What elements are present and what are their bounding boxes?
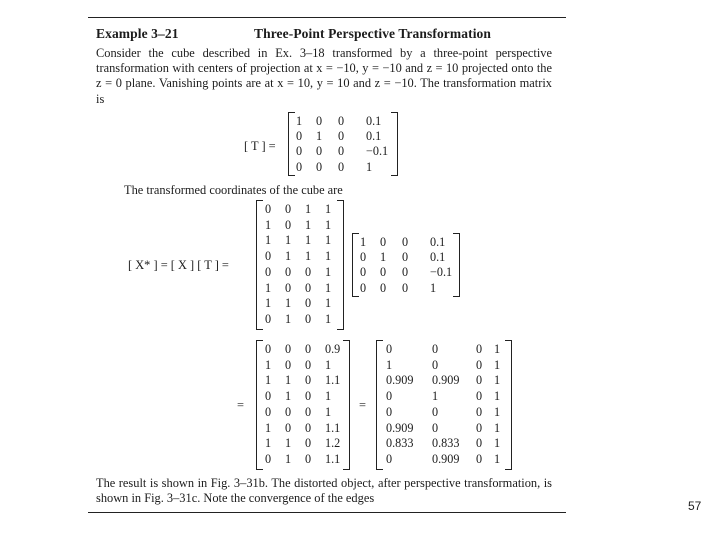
result-paragraph: The result is shown in Fig. 3–31b. The distorted object, after perspective transformation, is shown in Fig. 3–31c. Note the convergence of the edges — [96, 476, 552, 506]
matrix-cell: 0 — [305, 389, 312, 404]
matrix-row — [288, 160, 398, 175]
matrix-cell: 0.833 — [432, 436, 460, 451]
matrix-cell: 0 — [476, 451, 483, 466]
matrix-cell: 1 — [285, 373, 292, 388]
matrix-cell: 1 — [432, 389, 439, 404]
matrix-cell: 1 — [325, 249, 332, 264]
matrix-cell: 0 — [380, 265, 387, 280]
matrix-row — [376, 373, 512, 388]
matrix-cell: 0 — [305, 264, 312, 279]
matrix-cell: 1 — [380, 250, 387, 265]
matrix-row — [288, 144, 398, 159]
equals-sign-1: = — [237, 398, 244, 412]
page-number: 57 — [688, 499, 702, 513]
matrix-cell: 1.1 — [325, 420, 341, 435]
matrix-cell: 1 — [494, 342, 501, 356]
matrix-cell: 0 — [265, 202, 272, 216]
matrix-cell: 0 — [360, 265, 367, 280]
matrix-row — [376, 358, 512, 373]
matrix-cell: 1 — [305, 249, 312, 264]
equals-sign-2: = — [359, 398, 366, 412]
matrix-cell: 0 — [402, 235, 409, 249]
matrix-cell: 1 — [305, 233, 312, 248]
matrix-row — [256, 281, 344, 296]
matrix-cell: 0 — [360, 280, 367, 295]
matrix-cell: 1 — [325, 217, 332, 232]
matrix-row — [256, 342, 350, 357]
matrix-row — [256, 249, 344, 264]
transformation-matrix-repeat — [352, 233, 460, 297]
bottom-rule — [88, 512, 566, 513]
cube-coordinates-matrix — [256, 200, 344, 330]
matrix-cell: 0 — [296, 159, 303, 174]
matrix-row — [256, 296, 344, 311]
result-matrix — [376, 340, 512, 470]
matrix-cell: 1 — [285, 311, 292, 326]
transformation-matrix — [288, 112, 398, 176]
matrix-cell: 1 — [316, 129, 323, 144]
matrix-cell: 0 — [265, 311, 272, 326]
matrix-cell: 0.909 — [432, 451, 460, 466]
matrix-row — [256, 312, 344, 327]
matrix-cell: 0 — [338, 144, 345, 159]
matrix-cell: 1 — [325, 280, 332, 295]
matrix-row — [256, 233, 344, 248]
matrix-row — [256, 389, 350, 404]
matrix-cell: 0 — [386, 342, 393, 356]
matrix-cell: 0 — [305, 296, 312, 311]
matrix-cell: 0 — [476, 420, 483, 435]
matrix-row — [256, 218, 344, 233]
matrix-cell: 0 — [432, 420, 439, 435]
matrix-cell: 0 — [285, 342, 292, 356]
matrix-cell: 0 — [386, 404, 393, 419]
matrix-cell: 0.9 — [325, 342, 341, 356]
matrix-cell: 1 — [325, 202, 332, 216]
matrix-cell: 0.1 — [430, 235, 446, 249]
matrix-cell: 1 — [494, 404, 501, 419]
matrix-cell: 1.1 — [325, 451, 341, 466]
matrix-cell: 0 — [402, 250, 409, 265]
matrix-row — [376, 452, 512, 467]
matrix-cell: 0 — [476, 436, 483, 451]
matrix-cell: 0 — [265, 451, 272, 466]
matrix-cell: 0 — [305, 342, 312, 356]
matrix-cell: 0 — [296, 144, 303, 159]
matrix-row — [256, 405, 350, 420]
matrix-row — [256, 436, 350, 451]
matrix-cell: 1 — [325, 311, 332, 326]
matrix-cell: 0 — [338, 114, 345, 128]
matrix-cell: 1 — [265, 373, 272, 388]
matrix-cell: 0 — [432, 404, 439, 419]
matrix-cell: 0 — [305, 373, 312, 388]
matrix-row — [376, 436, 512, 451]
matrix-cell: 1 — [494, 420, 501, 435]
matrix-row — [256, 421, 350, 436]
matrix-cell: 0 — [296, 129, 303, 144]
matrix-cell: 0.1 — [430, 250, 446, 265]
matrix-cell: 0 — [285, 202, 292, 216]
matrix-cell: 1 — [494, 436, 501, 451]
matrix-cell: 0 — [380, 280, 387, 295]
matrix-cell: 1 — [366, 159, 373, 174]
matrix-cell: 0 — [305, 404, 312, 419]
matrix-cell: 0 — [476, 373, 483, 388]
matrix-cell: 1 — [325, 233, 332, 248]
matrix-cell: 1 — [305, 217, 312, 232]
matrix-cell: 1 — [325, 389, 332, 404]
matrix-cell: 1 — [305, 202, 312, 216]
matrix-cell: 0 — [285, 264, 292, 279]
matrix-cell: 1 — [430, 280, 437, 295]
matrix-row — [376, 405, 512, 420]
matrix-row — [256, 358, 350, 373]
example-heading — [96, 26, 492, 42]
matrix-cell: 0 — [386, 451, 393, 466]
matrix-cell: 0 — [476, 404, 483, 419]
matrix-cell: 1 — [325, 404, 332, 419]
matrix-cell: 0 — [265, 342, 272, 356]
matrix-cell: 0.1 — [366, 129, 382, 144]
matrix-cell: 0.909 — [432, 373, 460, 388]
matrix-cell: 0 — [360, 250, 367, 265]
matrix-cell: 1 — [325, 357, 332, 372]
matrix-cell: 1 — [265, 280, 272, 295]
matrix-cell: 0 — [305, 436, 312, 451]
matrix-cell: 0 — [402, 280, 409, 295]
matrix-cell: 1 — [265, 420, 272, 435]
matrix-cell: 1 — [285, 436, 292, 451]
matrix-row — [376, 389, 512, 404]
example-title: Three-Point Perspective Transformation — [254, 26, 492, 41]
intro-paragraph: Consider the cube described in Ex. 3–18 transformed by a three-point perspective transformation with centers of projection at x = −10, y = −10 and z = 10 projected onto the z = 0 plane. Vanishing points are at x = 10, y = 10 and z = −10. The transformation matrix is — [96, 46, 552, 106]
matrix-row — [376, 421, 512, 436]
matrix-cell: 1 — [386, 357, 393, 372]
matrix-cell: 1 — [265, 357, 272, 372]
matrix-cell: 0 — [305, 280, 312, 295]
matrix-cell: 0 — [338, 159, 345, 174]
matrix-cell: 0 — [338, 129, 345, 144]
matrix-cell: 1 — [285, 249, 292, 264]
matrix-cell: 1 — [285, 233, 292, 248]
matrix-cell: 1 — [360, 235, 367, 249]
matrix-cell: 1 — [325, 264, 332, 279]
matrix-cell: 1 — [494, 389, 501, 404]
matrix-cell: 1 — [265, 233, 272, 248]
matrix-cell: −0.1 — [366, 144, 389, 159]
matrix-row — [288, 129, 398, 144]
matrix-row — [256, 452, 350, 467]
matrix-cell: 1 — [296, 114, 303, 128]
matrix-cell: 0.833 — [386, 436, 414, 451]
matrix-cell: 0 — [316, 114, 323, 128]
matrix-cell: 0 — [265, 264, 272, 279]
matrix-row — [288, 114, 398, 129]
matrix-cell: 0 — [285, 280, 292, 295]
matrix-cell: 1 — [325, 296, 332, 311]
matrix-row — [256, 265, 344, 280]
matrix-row — [352, 250, 460, 265]
matrix-cell: 1 — [285, 451, 292, 466]
matrix-cell: 0 — [305, 311, 312, 326]
matrix-cell: 0 — [265, 249, 272, 264]
matrix-cell: 0 — [285, 404, 292, 419]
coords-paragraph: The transformed coordinates of the cube are — [124, 183, 343, 197]
matrix-cell: 1 — [494, 451, 501, 466]
matrix-cell: 0.909 — [386, 420, 414, 435]
matrix-cell: 0 — [476, 389, 483, 404]
matrix-cell: 1.2 — [325, 436, 341, 451]
matrix-cell: 0 — [386, 389, 393, 404]
matrix-cell: 1 — [494, 357, 501, 372]
matrix-cell: 1 — [494, 373, 501, 388]
t-matrix-label: [ T ] = — [244, 139, 276, 153]
matrix-cell: 0 — [285, 357, 292, 372]
matrix-cell: 0 — [476, 342, 483, 356]
matrix-cell: 1 — [265, 217, 272, 232]
matrix-cell: 0.909 — [386, 373, 414, 388]
matrix-cell: 1 — [285, 389, 292, 404]
matrix-cell: 0 — [316, 144, 323, 159]
matrix-cell: 0 — [305, 357, 312, 372]
matrix-row — [352, 281, 460, 296]
matrix-cell: 1 — [265, 436, 272, 451]
matrix-cell: 0 — [432, 342, 439, 356]
top-rule — [88, 17, 566, 18]
matrix-cell: 1 — [265, 296, 272, 311]
matrix-cell: 1 — [285, 296, 292, 311]
matrix-cell: −0.1 — [430, 265, 453, 280]
x-star-equation-label: [ X* ] = [ X ] [ T ] = — [128, 258, 229, 272]
matrix-row — [352, 265, 460, 280]
matrix-cell: 0 — [402, 265, 409, 280]
matrix-cell: 0 — [265, 404, 272, 419]
matrix-cell: 0 — [316, 159, 323, 174]
example-number: Example 3–21 — [96, 26, 179, 41]
matrix-row — [376, 342, 512, 357]
matrix-cell: 0 — [305, 451, 312, 466]
matrix-cell: 0.1 — [366, 114, 382, 128]
matrix-cell: 0 — [432, 357, 439, 372]
matrix-cell: 1.1 — [325, 373, 341, 388]
matrix-cell: 0 — [380, 235, 387, 249]
matrix-row — [256, 202, 344, 217]
matrix-cell: 0 — [265, 389, 272, 404]
matrix-cell: 0 — [285, 217, 292, 232]
matrix-cell: 0 — [285, 420, 292, 435]
product-matrix — [256, 340, 350, 470]
matrix-cell: 0 — [476, 357, 483, 372]
matrix-row — [352, 235, 460, 250]
matrix-row — [256, 373, 350, 388]
matrix-cell: 0 — [305, 420, 312, 435]
